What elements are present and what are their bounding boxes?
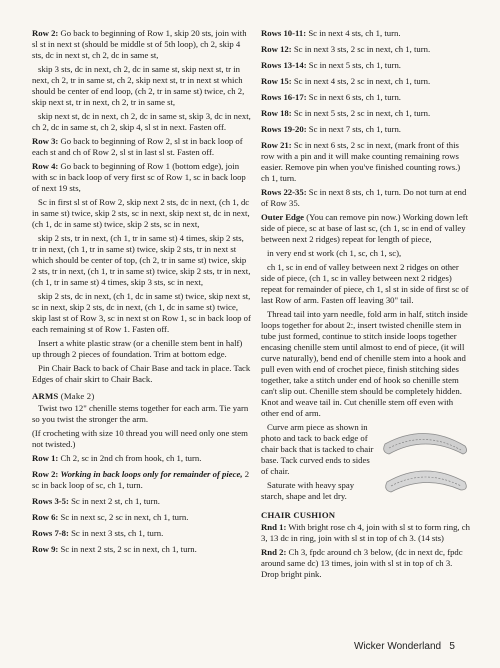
arm-rows-13-14 — [261, 60, 471, 71]
page-footer — [354, 641, 455, 652]
row-text: With bright rose ch 4, join with sl st to form ring, ch 3, 13 dc in ring, join with sl st in top of ch 3. (14 sts) — [261, 522, 470, 543]
paragraph: Sc in first sl st of Row 2, skip next 2 sts, dc in next, (ch 1, dc in same st) twice, skip 2 sts, sc in next, skip next st, dc in next, (ch 1, dc in same st) twice, skip 2 sts, sc in next, — [32, 197, 250, 229]
paragraph: Pin Chair Back to back of Chair Base and tack in place. Tack Edges of chair skirt to Chair Back. — [32, 363, 251, 384]
page-number: 5 — [449, 641, 455, 652]
paragraph: Saturate with heavy spay starch, shape and let dry. — [261, 480, 355, 501]
outer-edge — [261, 212, 471, 245]
cushion-rnd-2 — [261, 547, 471, 580]
row-label: Row 6: — [32, 512, 59, 522]
row-text: Sc in next 3 sts, ch 1, turn. — [71, 528, 164, 538]
paragraph: Insert a white plastic straw (or a chenille stem bent in half) up through 2 pieces of foundation. Trim at bottom edge. — [32, 338, 243, 359]
arm-row-9 — [32, 544, 251, 555]
row-label: Rows 22-35: — [261, 187, 307, 197]
paragraph: Thread tail into yarn needle, fold arm in half, stitch inside loops together for about 2:, insert twisted chenille stem in tube just formed, continue to stitch inside loops together encasing chenille stem until almost to end of piece, (it will curve naturally), bend end of chenille stem into a hook and pull even with end of crochet piece, finish stitching sides together, take a stitch under end of hook so chenille stem can't slip out. Chenille stem should be completely hidden. Knot and weave tail in. Cut chenille stem off even with other end of arm. — [261, 309, 468, 418]
heading-sub: (Make 2) — [60, 391, 95, 401]
row-label: Row 1: — [32, 453, 59, 463]
arm-rows-7-8 — [32, 528, 251, 539]
row-text: Sc in next 4 sts, ch 1, turn. — [308, 28, 401, 38]
row-label: Row 2: — [32, 469, 59, 479]
row-emphasis: Working in back loops only for remainder of piece, — [60, 469, 243, 479]
row-text: Sc in next 2 sts, 2 sc in next, ch 1, turn. — [60, 544, 197, 554]
row-text: Go back to beginning of Row 1, skip 20 sts, join with sl st in next st (should be middle st of 5th loop), ch 2, skip 4 sts, dc in next st, ch 2, dc in same st, — [32, 28, 247, 60]
row-label: Row 3: — [32, 136, 59, 146]
row-label: Rows 7-8: — [32, 528, 69, 538]
row-tail: ch 1, turn. — [261, 173, 297, 183]
paragraph: (If crocheting with size 10 thread you will need only one stem not twisted.) — [32, 428, 248, 449]
paragraph: Curve arm piece as shown in photo and tack to back edge of chair back that is tacked to chair base. Tack curved ends to sides of chair. — [261, 422, 374, 476]
row-label: Rows 10-11: — [261, 28, 307, 38]
row-label: Row 9: — [32, 544, 59, 554]
arm-row-15 — [261, 76, 471, 87]
row-label: Row 18: — [261, 108, 292, 118]
footer-title: Wicker Wonderland — [354, 641, 442, 652]
row-text: Sc in next 7 sts, ch 1, turn. — [308, 124, 401, 134]
row-label: Row 21: — [261, 140, 292, 150]
row-label: Rows 13-14: — [261, 60, 307, 70]
row-text: Sc in next 8 sts, ch 1, turn. Do not turn at end of Row 35. — [261, 187, 467, 208]
row-text: Sc in next 6 sts, 2 sc in next, (mark front of this row with a pin and it will make counting remaining rows easier. Remove pin when you've finished counting rows.) — [261, 140, 461, 172]
arm-rows-3-5 — [32, 496, 251, 507]
heading-text: ARMS — [32, 391, 59, 401]
row-label: Rows 3-5: — [32, 496, 69, 506]
curved-arm-photo — [379, 424, 471, 502]
paragraph: Twist two 12" chenille stems together for each arm. Tie yarn so you twist the stronger the arm. — [32, 403, 249, 424]
row-text: 2 sc in back loop of sc, ch 1, turn. — [32, 469, 250, 490]
paragraph: skip 2 sts, tr in next, (ch 1, tr in same st) 4 times, skip 2 sts, tr in next, (ch 1, tr in same st) twice, skip 2 sts, tr in next st which should be center of top, (ch 2, tr in same st) twice, skip 2 sts, tr in next, (ch 1, tr in same st) twice, skip 2 sts, tr in next, (ch 1, tr in same st) 4 times, skip 3 sts, sc in next, — [32, 233, 251, 287]
row-text: Sc in next 5 sts, 2 sc in next, ch 1, turn. — [293, 108, 431, 118]
row-label: Row 4: — [32, 161, 59, 171]
row-text: Sc in next 4 sts, 2 sc in next, ch 1, turn. — [293, 76, 431, 86]
row-label: Rows 16-17: — [261, 92, 307, 102]
paragraph: skip 3 sts, dc in next, ch 2, dc in same st, skip next st, tr in next, ch 2, tr in same st, ch 2, skip next st, tr in next st which should be center of end loop, (ch 2, tr in same st) twice, ch 2, skip next st, tr in next, ch 2, tr in same st, — [32, 64, 245, 107]
paragraph: ch 1, sc in end of valley between next 2 ridges on other side of piece, (ch 1, sc in valley between next 2 ridges) repeat for remainder of piece, ch 1, sl st in side of first sc of last Row of arm. Fasten off leaving 30" tail. — [261, 262, 469, 305]
row-label: Outer Edge — [261, 212, 305, 222]
row-label: Row 2: — [32, 28, 59, 38]
row-text: Sc in next 2 st, ch 1, turn. — [71, 496, 160, 506]
row-text: Go back to beginning of Row 1 (bottom edge), join with sc in back loop of very first sc of Row 1, sc in back loop of next 19 sts, — [32, 161, 246, 193]
row-text: Sc in next 5 sts, ch 1, turn. — [308, 60, 401, 70]
arms-heading — [32, 391, 251, 402]
row-text: Sc in next 3 sts, 2 sc in next, ch 1, turn. — [293, 44, 431, 54]
left-column — [32, 28, 251, 560]
arm-row-12 — [261, 44, 471, 55]
back-row-4 — [32, 161, 251, 194]
paragraph: in very end st work (ch 1, sc, ch 1, sc), — [267, 248, 402, 258]
back-row-3 — [32, 136, 251, 158]
paragraph: skip next st, dc in next, ch 2, dc in same st, skip 3, dc in next, ch 2, dc in same st, ch 2, skip 4, sl st in next. Fasten off. — [32, 111, 251, 132]
row-text: Ch 2, sc in 2nd ch from hook, ch 1, turn. — [60, 453, 202, 463]
arm-row-2 — [32, 469, 251, 491]
row-text: Ch 3, fpdc around ch 3 below, (dc in next dc, fpdc around same dc) 13 times, join with sl st in top of ch 3. Drop bright pink. — [261, 547, 463, 579]
arm-row-21 — [261, 140, 471, 184]
row-label: Rnd 1: — [261, 522, 287, 532]
row-text: Go back to beginning of Row 2, sl st in back loop of each st and ch of Row 2, sl st in last sl st. Fasten off. — [32, 136, 243, 157]
right-column — [261, 28, 471, 583]
row-text: Sc in next 6 sts, ch 1, turn. — [308, 92, 401, 102]
arm-row-18 — [261, 108, 471, 119]
row-label: Rnd 2: — [261, 547, 287, 557]
cushion-rnd-1 — [261, 522, 471, 544]
paragraph: skip 2 sts, dc in next, (ch 1, dc in same st) twice, skip next st, sc in next, skip 2 sts, dc in next, (ch 1, dc in same st) twice, skip last st of Row 3, sc in next st on Row 1, sc in back loop of each remaining st of Row 1. Fasten off. — [32, 291, 251, 334]
arm-rows-10-11 — [261, 28, 471, 39]
back-row-2 — [32, 28, 251, 61]
arm-row-1 — [32, 453, 251, 464]
arm-rows-22-35 — [261, 187, 471, 209]
row-label: Rows 19-20: — [261, 124, 307, 134]
cushion-heading: CHAIR CUSHION — [261, 510, 336, 520]
arm-rows-19-20 — [261, 124, 471, 135]
row-label: Row 15: — [261, 76, 292, 86]
row-text: (You can remove pin now.) Working down left side of piece, sc at base of last sc, (ch 1, sc in end of valley between next 2 ridges) repeat for length of piece, — [261, 212, 468, 244]
row-label: Row 12: — [261, 44, 292, 54]
arm-row-6 — [32, 512, 251, 523]
arm-rows-16-17 — [261, 92, 471, 103]
row-text: Sc in next sc, 2 sc in next, ch 1, turn. — [60, 512, 189, 522]
